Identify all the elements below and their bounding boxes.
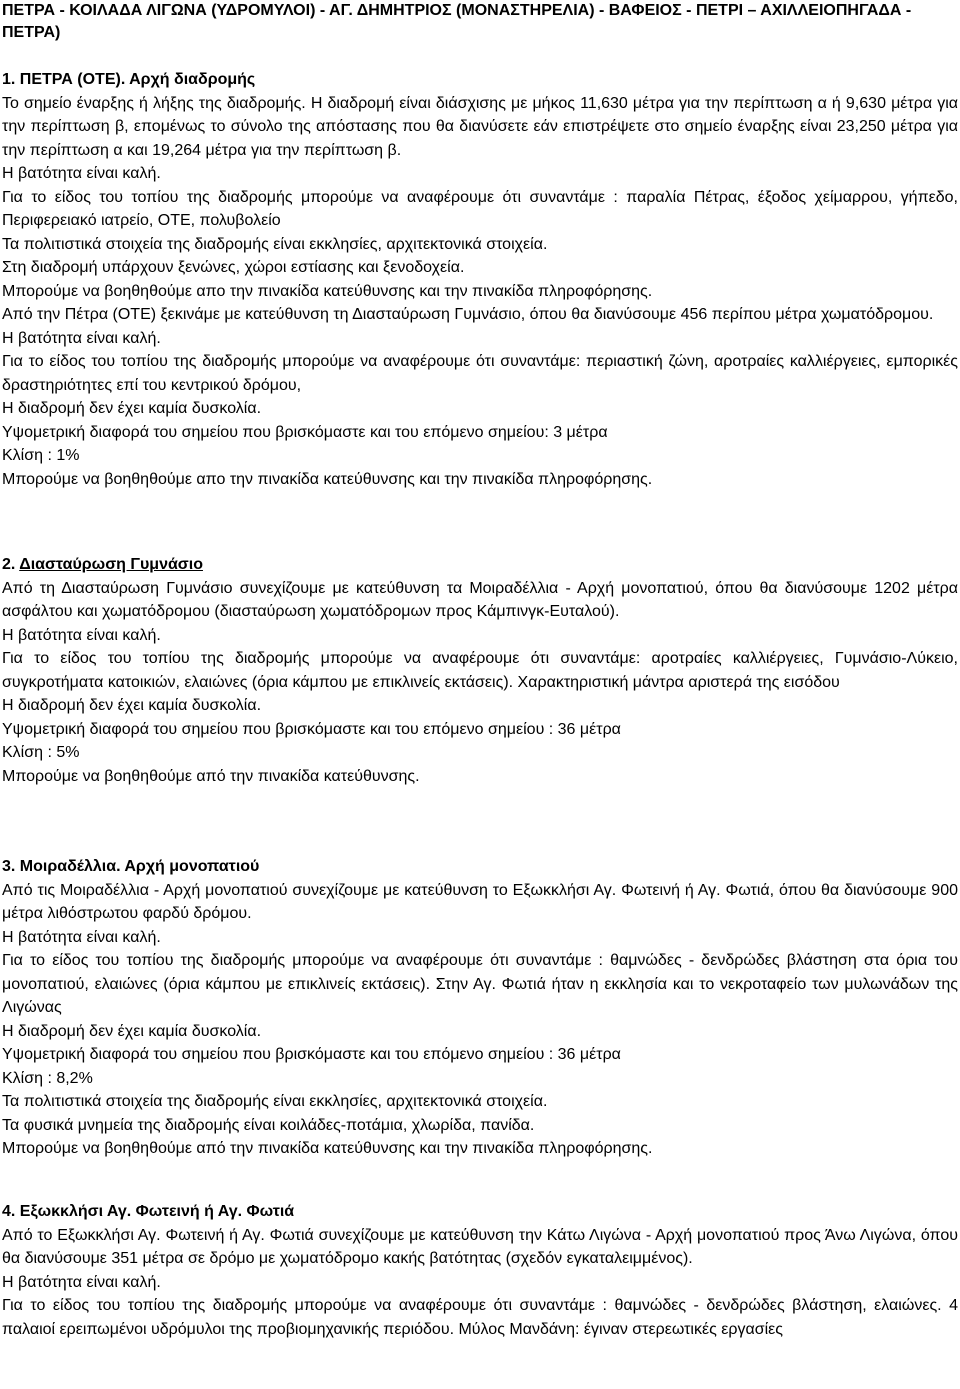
paragraph: Από το Εξωκκλήσι Αγ. Φωτεινή ή Αγ. Φωτιά συνεχίζουμε με κατεύθυνση την Κάτω Λιγώνα - Αρχή μονοπατιού προς Άνω Λιγώνα, όπου θα διανύσουμε 351 μέτρα σε δρόμο με χωματόδρομο κακής βατότητας (σχεδόν εγκαταλειμμένος). [2, 1226, 958, 1267]
paragraph: Υψομετρική διαφορά του σημείου που βρισκόμαστε και του επόμενο σημείου : 36 μέτρα [2, 720, 621, 738]
paragraph: Για το είδος του τοπίου της διαδρομής μπορούμε να αναφέρουμε ότι συναντάμε : θαμνώδες - δενδρώδες βλάστηση στα όρια του μονοπατιού, ελαιώνες (όρια κάμπου με επικλινείς εκτάσεις). Στην Αγ. Φωτιά ήταν η εκκλησία και το νεκροταφείο των μυλωνάδων της Λιγώνας [2, 952, 958, 1016]
paragraph: Η βατότητα είναι καλή. [2, 165, 161, 182]
section-heading: 3. Μοιραδέλλια. Αρχή μονοπατιού [2, 858, 260, 875]
paragraph: Η βατότητα είναι καλή. [2, 329, 161, 347]
paragraph: Κλίση : 8,2% [2, 1069, 93, 1087]
paragraph: Η διαδρομή δεν έχει καμία δυσκολία. [2, 697, 262, 714]
section-heading [2, 553, 958, 577]
paragraph: Από την Πέτρα (ΟΤΕ) ξεκινάμε με κατεύθυνση τη Διασταύρωση Γυμνάσιο, όπου θα διανύσουμε 456 περίπου μέτρα χωματόδρομου. [2, 306, 934, 323]
paragraph: Κλίση : 1% [2, 447, 80, 464]
section-heading: 4. Εξωκκλήσι Αγ. Φωτεινή ή Αγ. Φωτιά [2, 1203, 295, 1220]
section-heading-text: Διασταύρωση Γυμνάσιο [19, 556, 203, 573]
paragraph: Για το είδος του τοπίου της διαδρομής μπορούμε να αναφέρουμε ότι συναντάμε : παραλία Πέτρας, έξοδος χείμαρρου, γήπεδο, Περιφερειακό ιατρείο, ΟΤΕ, πολυβολείο [2, 188, 958, 229]
paragraph: Μπορούμε να βοηθηθούμε απο την πινακίδα κατεύθυνσης και την πινακίδα πληροφόρησης. [2, 282, 653, 300]
document-title: ΠΕΤΡΑ - ΚΟΙΛΑΔΑ ΛΙΓΩΝΑ (ΥΔΡΟΜΥΛΟΙ) - ΑΓ. ΔΗΜΗΤΡΙΟΣ (ΜΟΝΑΣΤΗΡΕΛΙΑ) - ΒΑΦΕΙΟΣ - ΠΕΤΡΙ – ΑΧΙΛΛΕΙΟΠΗΓΑΔΑ - ΠΕΤΡΑ) [2, 2, 912, 41]
section-number: 2. [2, 556, 16, 573]
section-heading: 1. ΠΕΤΡΑ (ΟΤΕ). Αρχή διαδρομής [2, 71, 256, 88]
paragraph: Από τη Διασταύρωση Γυμνάσιο συνεχίζουμε με κατεύθυνση τα Μοιραδέλλια - Αρχή μονοπατιού, όπου θα διανύσουμε 1202 μέτρα ασφάλτου και χωματόδρομου (διασταύρωση χωματόδρομων προς Κάμπινγκ-Ευταλού). [2, 579, 958, 620]
paragraph: Τα πολιτιστικά στοιχεία της διαδρομής είναι εκκλησίες, αρχιτεκτονικά στοιχεία. [2, 235, 548, 253]
paragraph: Τα πολιτιστικά στοιχεία της διαδρομής είναι εκκλησίες, αρχιτεκτονικά στοιχεία. [2, 1093, 548, 1110]
paragraph: Κλίση : 5% [2, 744, 80, 761]
section-diastavrosi-gymnasio [2, 553, 958, 788]
paragraph: Η βατότητα είναι καλή. [2, 626, 161, 644]
paragraph: Στη διαδρομή υπάρχουν ξενώνες, χώροι εστίασης και ξενοδοχεία. [2, 259, 465, 276]
paragraph: Υψομετρική διαφορά του σημείου που βρισκόμαστε και του επόμενο σημείου: 3 μέτρα [2, 423, 608, 441]
paragraph: Για το είδος του τοπίου της διαδρομής μπορούμε να αναφέρουμε ότι συναντάμε : θαμνώδες - δενδρώδες βλάστηση, ελαιώνες. 4 παλαιοί ερειπωμένοι υδρόμυλοι της προβιομηχανικής περιόδου. Μύλος Μανδάνη: έγιναν στερεωτικές εργασίες [2, 1297, 958, 1338]
paragraph: Μπορούμε να βοηθηθούμε απο την πινακίδα κατεύθυνσης και την πινακίδα πληροφόρησης. [2, 470, 653, 488]
paragraph: Από τις Μοιραδέλλια - Αρχή μονοπατιού συνεχίζουμε με κατεύθυνση το Εξωκκλήσι Αγ. Φωτεινή ή Αγ. Φωτιά, όπου θα διανύσουμε 900 μέτρα λιθόστρωτου φαρδύ δρόμου. [2, 881, 958, 922]
paragraph: Μπορούμε να βοηθηθούμε από την πινακίδα κατεύθυνσης και την πινακίδα πληροφόρησης. [2, 1140, 653, 1157]
paragraph: Η βατότητα είναι καλή. [2, 928, 161, 946]
paragraph: Τα φυσικά μνημεία της διαδρομής είναι κοιλάδες-ποτάμια, χλωρίδα, πανίδα. [2, 1116, 535, 1134]
section-petra [2, 68, 958, 491]
paragraph: Η βατότητα είναι καλή. [2, 1273, 161, 1291]
paragraph: Για το είδος του τοπίου της διαδρομής μπορούμε να αναφέρουμε ότι συναντάμε: αροτραίες καλλιέργειες, Γυμνάσιο-Λύκειο, συγκροτήματα κατοικιών, ελαιώνες (όρια κάμπου με επικλινείς εκτάσεις). Χαρακτηριστική μάντρα αριστερά της εισόδου [2, 650, 958, 691]
paragraph: Μπορούμε να βοηθηθούμε από την πινακίδα κατεύθυνσης. [2, 767, 420, 785]
paragraph: Το σημείο έναρξης ή λήξης της διαδρομής. Η διαδρομή είναι διάσχισης με μήκος 11,630 μέτρα για την περίπτωση α ή 9,630 μέτρα για την περίπτωση β, επομένως το σύνολο της απόστασης που θα διανύσετε εάν επιστρέψετε στο σημείο έναρξης είναι 23,250 μέτρα για την περίπτωση α και 19,264 μέτρα για την περίπτωση β. [2, 94, 958, 159]
paragraph: Για το είδος του τοπίου της διαδρομής μπορούμε να αναφέρουμε ότι συναντάμε: περιαστική ζώνη, αροτραίες καλλιέργειες, εμπορικές δραστηριότητες επί του κεντρικού δρόμου, [2, 353, 958, 394]
paragraph: Η διαδρομή δεν έχει καμία δυσκολία. [2, 400, 262, 417]
section-moiradellia [2, 855, 958, 1161]
section-exokklisi-ag-foteini [2, 1200, 958, 1341]
paragraph: Υψομετρική διαφορά του σημείου που βρισκόμαστε και του επόμενο σημείου : 36 μέτρα [2, 1046, 621, 1063]
paragraph: Η διαδρομή δεν έχει καμία δυσκολία. [2, 1022, 262, 1040]
